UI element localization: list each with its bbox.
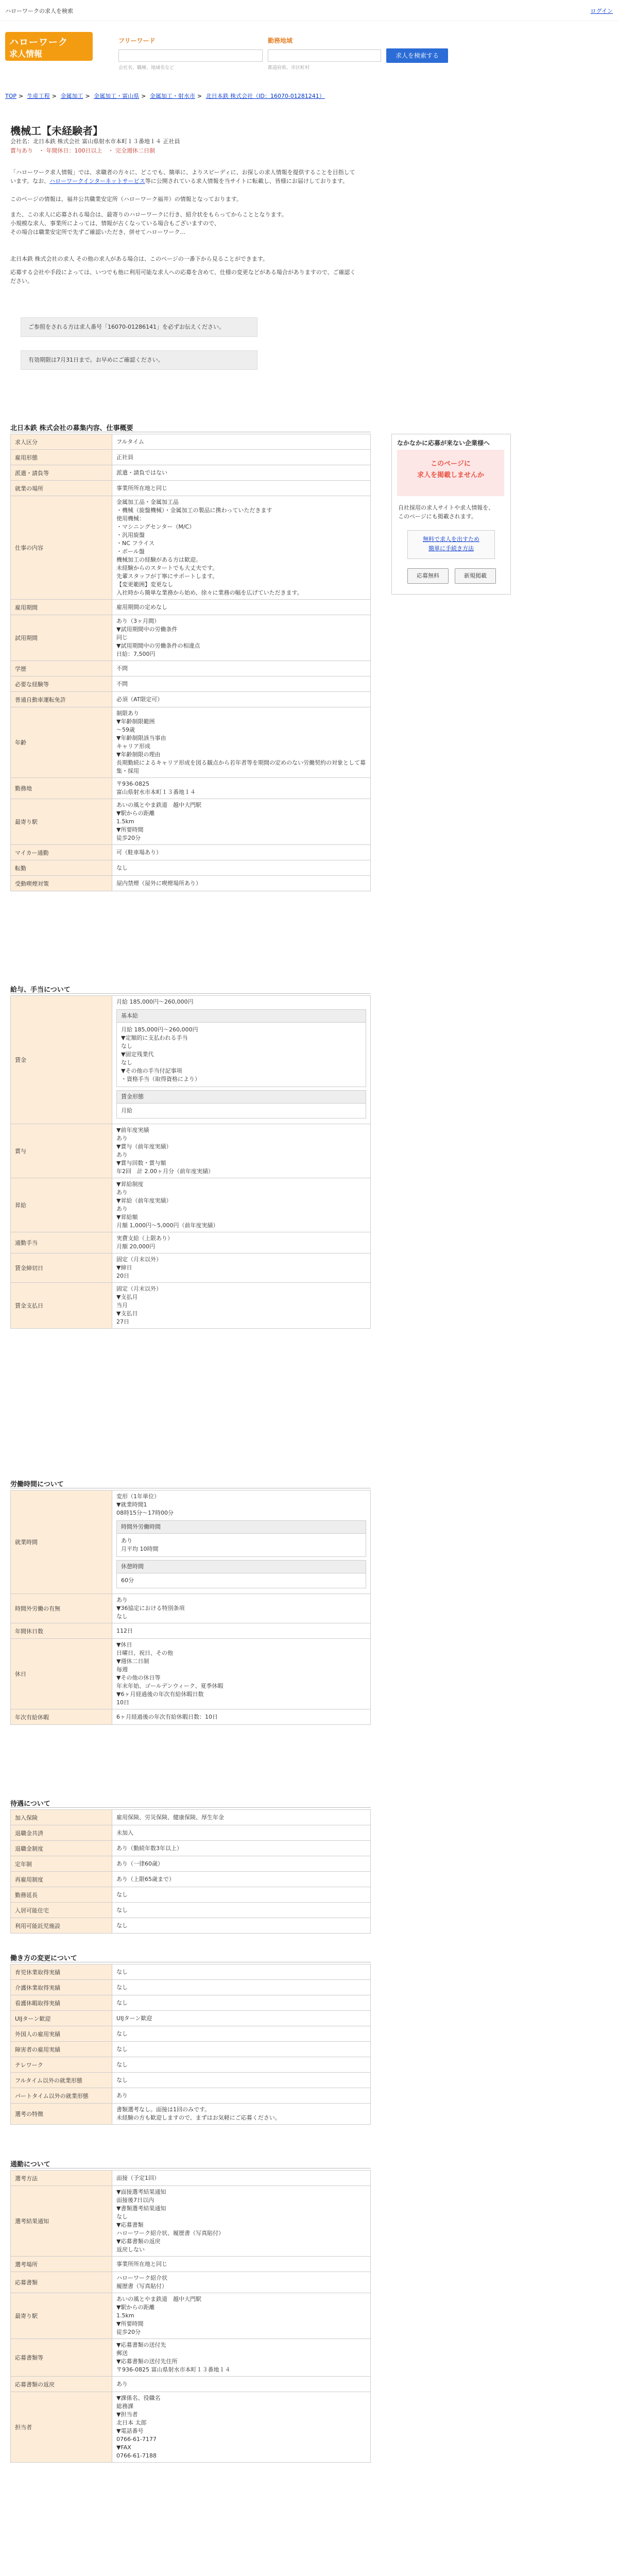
- table-value-text: 変形（1年単位） ▼就業時間1 08時15分〜17時00分: [116, 1493, 174, 1516]
- table-value-text: 実費支給（上限あり） 月額 20,000円: [116, 1235, 173, 1250]
- table-value-text: なし: [116, 1891, 128, 1898]
- table-row: [11, 434, 371, 450]
- table-value-text: あいの風とやま鉄道 越中大門駅 ▼駅からの距離 1.5km ▼所要時間 徒歩20分: [116, 802, 201, 841]
- table-row: [11, 996, 371, 1124]
- table-row: [11, 615, 371, 661]
- table-value-text: あり（一律60歳）: [116, 1860, 163, 1867]
- table-value-text: なし: [116, 2030, 128, 2037]
- section-divider: [10, 993, 371, 994]
- table-value: [112, 1253, 371, 1283]
- table-value-text: 事業所所在地と同じ: [116, 484, 167, 492]
- table-value: [112, 1124, 371, 1178]
- table-row: [11, 1178, 371, 1232]
- table-row: [11, 1709, 371, 1725]
- table-value-text: 書類選考なし。面接は1回のみです。 未経験の方も歓迎しますので、まずはお気軽にご応募ください。: [116, 2106, 281, 2121]
- table-value: [112, 2339, 371, 2377]
- intro-text: 「ハローワーク求人情報」では、求職者の方々に、どこでも、簡単に、よりスピーディに、お探しの求人情報を提供することを目指しています。なお、: [10, 169, 355, 184]
- inner-box: [116, 1090, 366, 1118]
- keyword-input[interactable]: [118, 49, 263, 62]
- table-value-text: 可（駐車場あり）: [116, 849, 162, 856]
- table-row: [11, 2257, 371, 2272]
- table-row: [11, 1594, 371, 1623]
- sidebar-link[interactable]: 無料で求人を出すため: [423, 536, 479, 543]
- table-value: [112, 1594, 371, 1623]
- table-value: [112, 692, 371, 707]
- benefits-table: [10, 1809, 371, 1934]
- sidebar-new-button[interactable]: 新規掲載: [455, 568, 496, 584]
- table-row: [11, 2088, 371, 2104]
- table-key: マイカー通勤: [11, 845, 112, 860]
- table-row: [11, 1903, 371, 1918]
- hellowork-internet-link[interactable]: ハローワークインターネットサービス: [49, 178, 145, 184]
- banner-line: 求人を掲載しませんか: [417, 471, 484, 479]
- table-value-text: ▼面接選考結果通知 面接後7日以内 ▼書類選考結果通知 なし ▼応募書類 ハローワーク紹介状、履歴書（写真貼付） ▼応募書類の返戻 返戻しない: [116, 2189, 224, 2253]
- inner-box-body: 月給: [121, 1107, 132, 1114]
- section-heading: 給与、手当について: [10, 986, 71, 994]
- sidebar-link[interactable]: 簡単に手続き方法: [428, 545, 474, 552]
- table-value-text: 6ヶ月経過後の年次有給休暇日数：10日: [116, 1713, 218, 1720]
- banner-line: このページに: [431, 460, 471, 468]
- table-value-text: あり（3ヶ月間） ▼試用期間中の労働条件 同じ ▼試用期間中の労働条件の相違点 日給：7,500円: [116, 618, 200, 657]
- table-key: 担当者: [11, 2392, 112, 2463]
- area-hint: 都道府県、市区町村: [268, 65, 310, 71]
- table-row: [11, 845, 371, 860]
- table-value: [112, 1918, 371, 1934]
- table-key: 再雇用制度: [11, 1872, 112, 1887]
- table-row: [11, 1253, 371, 1283]
- notice-box: 有効期限は7月31日まで。お早めにご確認ください。: [21, 350, 258, 370]
- breadcrumb: TOP > 生産工程 > 金属加工 > 金属加工・富山県 > 金属加工・射水市 > 北日本鉄 株式会社（ID：16070-01281241）: [5, 93, 325, 99]
- table-key: 加入保険: [11, 1810, 112, 1825]
- table-key: 勤務延長: [11, 1887, 112, 1903]
- table-value: [112, 1887, 371, 1903]
- sidebar-link-box: [407, 530, 495, 559]
- table-key: 外国人の雇用実績: [11, 2026, 112, 2042]
- section-divider: [10, 1807, 371, 1808]
- table-value: [112, 1872, 371, 1887]
- table-value-text: なし: [116, 1984, 128, 1991]
- table-value-text: 屋内禁煙（屋外に喫煙場所あり）: [116, 879, 201, 887]
- table-value: [112, 1283, 371, 1329]
- table-value: [112, 996, 371, 1124]
- breadcrumb-item[interactable]: 金属加工・富山県: [94, 93, 140, 99]
- site-logo[interactable]: [5, 32, 93, 61]
- table-value-text: 雇用期間の定めなし: [116, 603, 167, 611]
- table-value: [112, 1841, 371, 1856]
- table-value-text: あり（勤続年数3年以上）: [116, 1844, 182, 1852]
- table-value-text: なし: [116, 864, 128, 871]
- table-value-text: 必須（AT限定可）: [116, 696, 163, 703]
- table-row: [11, 2073, 371, 2088]
- section-heading: 労働時間について: [10, 1481, 64, 1488]
- table-value: [112, 2392, 371, 2463]
- job-subtitle: 会社名：北日本鉄 株式会社 富山県射水市本町１３番地１４ 正社員: [10, 138, 180, 145]
- inner-box-body: 月給 185,000円〜260,000円 ▼定額的に支払われる手当 なし ▼固定残業代 なし ▼その他の手当付記事項 ・資格手当（取得資格により）: [121, 1026, 200, 1082]
- table-value-text: あり（上限65歳まで）: [116, 1875, 175, 1883]
- table-row: [11, 2392, 371, 2463]
- table-value-text: あり: [116, 2092, 128, 2099]
- table-value-text: フルタイム: [116, 438, 144, 445]
- table-key: 普通自動車運転免許: [11, 692, 112, 707]
- table-value: [112, 1995, 371, 2011]
- table-value: [112, 799, 371, 845]
- table-value: [112, 2171, 371, 2186]
- table-key: 通勤手当: [11, 1232, 112, 1253]
- header: [0, 32, 618, 77]
- table-value: [112, 1623, 371, 1639]
- table-row: [11, 1623, 371, 1639]
- table-key: 利用可能託児施設: [11, 1918, 112, 1934]
- table-value: [112, 860, 371, 876]
- table-value: [112, 2073, 371, 2088]
- workstyle-table: [10, 1964, 371, 2125]
- job-details-table: [10, 434, 371, 891]
- table-key: 退職金制度: [11, 1841, 112, 1856]
- site-name: ハローワークの求人を検索: [5, 8, 73, 14]
- table-value-text: あいの風とやま鉄道 越中大門駅 ▼駅からの距離 1.5km ▼所要時間 徒歩20分: [116, 2296, 201, 2335]
- keyword-label: フリーワード: [118, 37, 156, 44]
- table-key: 年次有給休暇: [11, 1709, 112, 1725]
- table-key: 転勤: [11, 860, 112, 876]
- table-key: 障害者の雇用実績: [11, 2042, 112, 2057]
- table-value-text: なし: [116, 2045, 128, 2053]
- inner-box-heading: 時間外労働時間: [117, 1521, 366, 1534]
- intro-paragraph: [10, 168, 360, 185]
- table-key: 賃金締切日: [11, 1253, 112, 1283]
- breadcrumb-item[interactable]: 北日本鉄 株式会社（ID：16070-01281241）: [205, 93, 325, 99]
- intro-paragraph: このページの情報は、福井公共職業安定所（ハローワーク福井）の情報となっております。: [10, 196, 242, 202]
- sidebar-description: 自社採用の求人サイトや求人情報を、 このページにも掲載されます。: [398, 504, 494, 520]
- table-key: 選考場所: [11, 2257, 112, 2272]
- table-row: [11, 450, 371, 465]
- table-value: [112, 1903, 371, 1918]
- table-key: 雇用期間: [11, 600, 112, 615]
- table-row: [11, 1810, 371, 1825]
- inner-box-body: あり 月平均 10時間: [121, 1537, 159, 1552]
- intro-paragraph: 北日本鉄 株式会社の求人 その他の求人がある場合は、このページの一番下から見ることができます。: [10, 256, 268, 262]
- table-value-text: 雇用保険、労災保険、健康保険、厚生年金: [116, 1814, 224, 1821]
- breadcrumb-item[interactable]: 生産工程: [27, 93, 50, 99]
- table-value: [112, 707, 371, 778]
- table-row: [11, 2339, 371, 2377]
- table-value: [112, 2257, 371, 2272]
- table-value-text: 固定（月末以外） ▼支払月 当月 ▼支払日 27日: [116, 1285, 162, 1325]
- table-row: [11, 707, 371, 778]
- table-value: [112, 434, 371, 450]
- table-value: [112, 1980, 371, 1995]
- table-key: 休日: [11, 1639, 112, 1709]
- table-key: パートタイム以外の就業形態: [11, 2088, 112, 2104]
- section-heading: 通勤について: [10, 2161, 50, 2168]
- search-button[interactable]: 求人を検索する: [386, 48, 448, 63]
- table-row: [11, 1964, 371, 1980]
- breadcrumb-item[interactable]: 金属加工・射水市: [149, 93, 195, 99]
- table-key: 定年制: [11, 1856, 112, 1872]
- table-key: 応募書類等: [11, 2339, 112, 2377]
- table-key: 受動喫煙対策: [11, 876, 112, 891]
- table-value-text: ▼応募書類の送付先 郵送 ▼応募書類の送付先住所 〒936-0825 富山県射水市本町１３番地１４: [116, 2342, 231, 2373]
- table-value: [112, 496, 371, 600]
- table-value-text: ▼課係名、役職名 総務課 ▼担当者 北日本 太郎 ▼電話番号 0766-61-7177 ▼FAX 0766-61-7188: [116, 2395, 161, 2459]
- table-value: [112, 2026, 371, 2042]
- table-key: 介護休業取得実績: [11, 1980, 112, 1995]
- table-key: 試用期間: [11, 615, 112, 661]
- table-value: [112, 1490, 371, 1594]
- table-row: [11, 2011, 371, 2026]
- table-value-text: なし: [116, 1999, 128, 2006]
- table-value-text: あり: [116, 2380, 128, 2387]
- table-key: フルタイム以外の就業形態: [11, 2073, 112, 2088]
- intro-paragraph: また、この求人に応募される場合は、最寄りのハローワークに行き、紹介状をもらってからこととなります。 小規模な求人、事業所によっては、情報が古くなっている場合もございますので、 その場合は職業安定所で先ずご確認いただき、併せてハローワーク...: [10, 211, 287, 235]
- logo-line1: ハローワーク: [9, 37, 68, 48]
- inner-box-heading: 賃金形態: [117, 1091, 366, 1104]
- table-value-text: 事業所所在地と同じ: [116, 2260, 167, 2267]
- table-row: [11, 799, 371, 845]
- table-value: [112, 2272, 371, 2293]
- table-value: [112, 2377, 371, 2392]
- inner-box: [116, 1560, 366, 1588]
- table-value: [112, 1639, 371, 1709]
- table-row: [11, 465, 371, 481]
- table-value: [112, 876, 371, 891]
- login-link[interactable]: ログイン: [590, 8, 613, 14]
- section-heading: 待遇について: [10, 1800, 50, 1808]
- table-row: [11, 2042, 371, 2057]
- table-row: [11, 1856, 371, 1872]
- table-row: [11, 778, 371, 799]
- table-row: [11, 1872, 371, 1887]
- table-key: 選考結果通知: [11, 2186, 112, 2257]
- sidebar-heading: なかなかに応募が来ない企業様へ: [397, 439, 490, 447]
- table-row: [11, 1841, 371, 1856]
- table-key: 選考方法: [11, 2171, 112, 2186]
- table-value: [112, 2293, 371, 2339]
- table-value: [112, 2011, 371, 2026]
- table-value-text: 〒936-0825 富山県射水市本町１３番地１４: [116, 781, 196, 795]
- notice-box: ご参照をされる方は求人番号「16070-01286141」を必ずお伝えください。: [21, 317, 258, 337]
- inner-box: [116, 1009, 366, 1087]
- table-row: [11, 2057, 371, 2073]
- table-value-text: 制限あり ▼年齢制限範囲 〜59歳 ▼年齢制限該当事由 キャリア形成 ▼年齢制限の理由 長期勤続によるキャリア形成を図る観点から若年者等を期間の定めのない労働契約の対象として募集・採用: [116, 710, 366, 774]
- area-input[interactable]: [268, 49, 381, 62]
- table-key: 勤務地: [11, 778, 112, 799]
- table-value-text: 固定（月末以外） ▼締日 20日: [116, 1256, 162, 1279]
- table-row: [11, 2104, 371, 2125]
- table-value-text: 不問: [116, 665, 128, 672]
- table-key: 求人区分: [11, 434, 112, 450]
- table-row: [11, 600, 371, 615]
- table-row: [11, 876, 371, 891]
- table-row: [11, 1980, 371, 1995]
- table-value: [112, 1810, 371, 1825]
- table-key: 必要な経験等: [11, 676, 112, 692]
- table-row: [11, 2293, 371, 2339]
- table-row: [11, 1825, 371, 1841]
- sidebar-ad: [391, 434, 511, 595]
- table-value: [112, 450, 371, 465]
- table-value-text: ハローワーク紹介状 履歴書（写真貼付）: [116, 2275, 167, 2290]
- table-value: [112, 465, 371, 481]
- table-row: [11, 1124, 371, 1178]
- table-key: 入居可能住宅: [11, 1903, 112, 1918]
- table-key: 応募書類の返戻: [11, 2377, 112, 2392]
- table-key: 就業時間: [11, 1490, 112, 1594]
- sidebar-free-button[interactable]: 応募無料: [407, 568, 449, 584]
- table-value: [112, 2088, 371, 2104]
- logo-line2: 求人情報: [9, 49, 43, 59]
- table-row: [11, 1490, 371, 1594]
- table-row: [11, 2186, 371, 2257]
- salary-table: [10, 995, 371, 1329]
- table-key: 年齢: [11, 707, 112, 778]
- page-title: 機械工【未経験者】: [10, 125, 103, 137]
- table-value-text: 月給 185,000円〜260,000円: [116, 998, 194, 1005]
- table-key: 雇用形態: [11, 450, 112, 465]
- table-row: [11, 1995, 371, 2011]
- table-row: [11, 1283, 371, 1329]
- table-row: [11, 1639, 371, 1709]
- table-value: [112, 600, 371, 615]
- table-key: 就業の場所: [11, 481, 112, 496]
- table-value: [112, 845, 371, 860]
- table-row: [11, 1232, 371, 1253]
- table-value-text: ▼昇給制度 あり ▼昇給（前年度実績） あり ▼昇給額 月額 1,000円〜5,000円（前年度実績）: [116, 1181, 219, 1229]
- table-value: [112, 1856, 371, 1872]
- table-value-text: なし: [116, 2076, 128, 2083]
- table-key: 最寄り駅: [11, 799, 112, 845]
- table-value: [112, 1964, 371, 1980]
- table-row: [11, 2272, 371, 2293]
- intro-paragraph: 応募する会社や手段によっては、いつでも他に利用可能な求人への応募を含めて、仕様の変更などがある場合がありますので、ご確認ください。: [10, 269, 356, 284]
- table-row: [11, 481, 371, 496]
- table-key: テレワーク: [11, 2057, 112, 2073]
- breadcrumb-item[interactable]: TOP: [5, 93, 17, 99]
- table-row: [11, 860, 371, 876]
- job-tags: 賞与あり ・ 年間休日：100日以上 ・ 完全週休二日制: [10, 147, 155, 154]
- intro-text: 等に公開されている求人情報を当サイトに転載し、皆様にお届けしております。: [145, 178, 348, 184]
- table-value: [112, 615, 371, 661]
- inner-box-heading: 基本給: [117, 1010, 366, 1023]
- table-key: 派遣・請負等: [11, 465, 112, 481]
- table-value: [112, 1232, 371, 1253]
- search-form: [118, 36, 453, 72]
- table-value-text: 不問: [116, 680, 128, 687]
- table-value-text: 金属加工品・金属加工品 ・機械（旋盤機械）・金属加工の製品に携わっていただきます 使用機械： ・マシニングセンター（M/C） ・汎用旋盤 ・NC フライス ・ボール盤 機械加工の経験がある方は歓迎。 未経験からのスタートでも大丈夫です。 先輩スタッフが丁寧にサポートします。 【変更範囲】変更なし 入社時から簡単な業務から始め、徐々に業務の幅を広げていただきます。: [116, 499, 303, 596]
- section-heading: 働き方の変更について: [10, 1955, 77, 1962]
- table-key: UIJターン歓迎: [11, 2011, 112, 2026]
- table-value-text: 112日: [116, 1627, 133, 1634]
- table-value: [112, 778, 371, 799]
- table-key: 賃金: [11, 996, 112, 1124]
- area-label: 勤務地域: [268, 37, 293, 44]
- table-key: 昇給: [11, 1178, 112, 1232]
- table-key: 退職金共済: [11, 1825, 112, 1841]
- table-key: 応募書類: [11, 2272, 112, 2293]
- table-row: [11, 2026, 371, 2042]
- table-value: [112, 2104, 371, 2125]
- inner-box-heading: 休憩時間: [117, 1561, 366, 1573]
- table-row: [11, 692, 371, 707]
- table-value: [112, 661, 371, 676]
- table-row: [11, 496, 371, 600]
- table-value: [112, 676, 371, 692]
- table-value-text: 正社員: [116, 453, 133, 461]
- table-value-text: 派遣・請負ではない: [116, 469, 167, 476]
- table-value: [112, 481, 371, 496]
- table-value-text: なし: [116, 1906, 128, 1913]
- table-value-text: 面接（予定1回）: [116, 2174, 160, 2181]
- table-key: 看護休暇取得実績: [11, 1995, 112, 2011]
- top-bar: [0, 0, 618, 21]
- table-value: [112, 1709, 371, 1725]
- table-key: 賃金支払日: [11, 1283, 112, 1329]
- section-heading: 北日本鉄 株式会社の募集内容、仕事概要: [10, 425, 133, 432]
- table-key: 選考の特徴: [11, 2104, 112, 2125]
- table-key: 最寄り駅: [11, 2293, 112, 2339]
- table-key: 時間外労働の有無: [11, 1594, 112, 1623]
- table-value: [112, 1825, 371, 1841]
- table-value: [112, 2186, 371, 2257]
- inner-box: [116, 1520, 366, 1557]
- table-key: 仕事の内容: [11, 496, 112, 600]
- inner-box-body: 60分: [121, 1577, 134, 1584]
- table-value: [112, 1178, 371, 1232]
- table-row: [11, 2171, 371, 2186]
- table-row: [11, 1887, 371, 1903]
- keyword-hint: 会社名、職種、地域名など: [118, 65, 175, 71]
- table-value-text: UIJターン歓迎: [116, 2014, 152, 2022]
- table-row: [11, 676, 371, 692]
- table-value-text: ▼前年度実績 あり ▼賞与（前年度実績） あり ▼賞与回数・賞与額 年2回 計 2.00ヶ月分（前年度実績）: [116, 1127, 214, 1175]
- table-value-text: なし: [116, 1968, 128, 1975]
- selection-table: [10, 2170, 371, 2463]
- table-row: [11, 661, 371, 676]
- sidebar-banner[interactable]: [397, 450, 504, 496]
- table-row: [11, 2377, 371, 2392]
- breadcrumb-item[interactable]: 金属加工: [60, 93, 83, 99]
- table-value: [112, 2042, 371, 2057]
- table-key: 育児休業取得実績: [11, 1964, 112, 1980]
- table-row: [11, 1918, 371, 1934]
- table-value-text: あり ▼36協定における特別条項 なし: [116, 1597, 185, 1620]
- table-value-text: ▼休日 日曜日、祝日、その他 ▼週休二日制 毎週 ▼その他の休日等 年末年始、ゴールデンウィーク、夏季休暇 ▼6ヶ月経過後の年次有給休暇日数 10日: [116, 1641, 224, 1706]
- table-value-text: 未加入: [116, 1829, 133, 1836]
- working-hours-table: [10, 1490, 371, 1725]
- table-value: [112, 2057, 371, 2073]
- table-key: 学歴: [11, 661, 112, 676]
- table-value-text: なし: [116, 2061, 128, 2068]
- table-key: 賞与: [11, 1124, 112, 1178]
- table-key: 年間休日数: [11, 1623, 112, 1639]
- table-value-text: なし: [116, 1922, 128, 1929]
